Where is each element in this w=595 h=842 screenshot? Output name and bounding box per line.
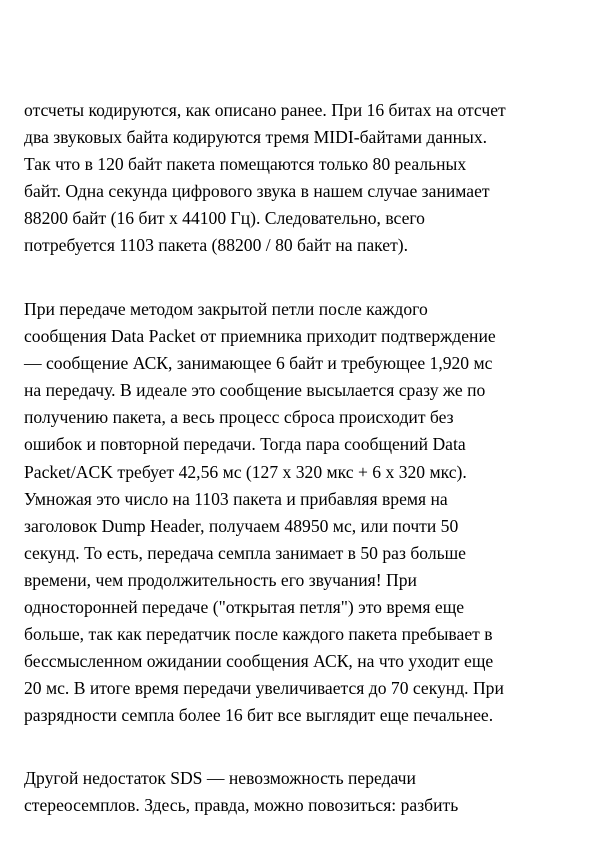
text-line: Другой недостаток SDS — невозможность передачи — [24, 768, 416, 788]
text-line: При передаче методом закрытой петли после каждого — [24, 299, 428, 319]
text-line: байт. Одна секунда цифрового звука в нашем случае занимает — [24, 181, 490, 202]
text-line: — сообщение АСК, занимающее 6 байт и требующее 1,920 мс — [24, 353, 493, 374]
text-line: два звуковых байта кодируются тремя MIDI-байтами данных. — [24, 127, 488, 148]
text-line: секунд. То есть, передача семпла занимает в 50 раз больше — [24, 542, 466, 563]
text-line: получению пакета, а весь процесс сброса происходит без — [24, 407, 454, 428]
text-line: отсчеты кодируются, как описано ранее. При 16 битах на отсчет — [24, 100, 506, 120]
text-line: 20 мс. В итоге время передачи увеличивается до 70 секунд. При — [24, 678, 504, 699]
text-line: сообщения Data Packet от приемника приходит подтверждение — [24, 326, 496, 347]
paragraph-sds-stereo-limitation — [24, 765, 584, 819]
paragraph-packet-size — [24, 97, 584, 260]
text-line: Так что в 120 байт пакета помещаются только 80 реальных — [24, 154, 467, 175]
text-line: разрядности семпла более 16 бит все выглядит еще печальнее. — [24, 705, 494, 726]
text-line: стереосемплов. Здесь, правда, можно повозиться: разбить — [24, 795, 459, 816]
text-line: времени, чем продолжительность его звучания! При — [24, 569, 417, 590]
text-line: бессмысленном ожидании сообщения АСК, на что уходит еще — [24, 651, 494, 672]
text-line: Умножая это число на 1103 пакета и прибавляя время на — [24, 488, 448, 509]
paragraph-closed-loop-transfer — [24, 296, 584, 730]
text-line: 88200 байт (16 бит х 44100 Гц). Следовательно, всего — [24, 208, 425, 229]
text-line: на передачу. В идеале это сообщение высылается сразу же по — [24, 380, 486, 401]
text-line: потребуется 1103 пакета (88200 / 80 байт на пакет). — [24, 235, 409, 256]
text-line: односторонней передаче ("открытая петля") это время еще — [24, 597, 465, 618]
text-line: больше, так как передатчик после каждого пакета пребывает в — [24, 624, 493, 645]
text-line: заголовок Dump Header, получаем 48950 мс, или почти 50 — [24, 515, 459, 536]
text-line: ошибок и повторной передачи. Тогда пара сообщений Data — [24, 434, 466, 455]
text-line: Packet/ACK требует 42,56 мс (127 х 320 мкс + 6 х 320 мкс). — [24, 461, 467, 482]
